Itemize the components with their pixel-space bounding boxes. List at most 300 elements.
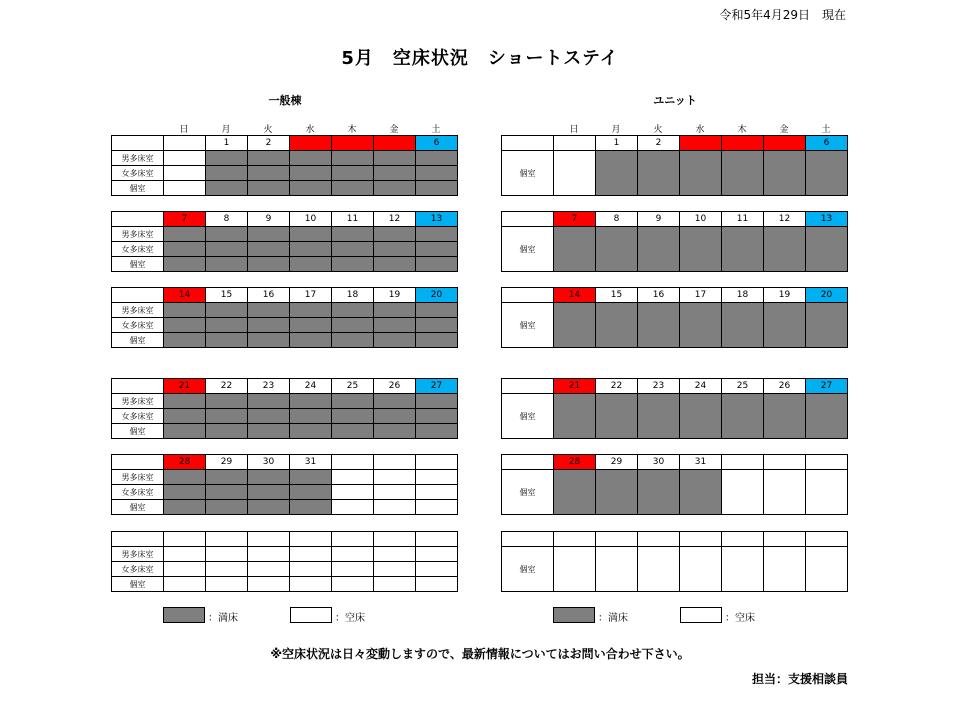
day-number: [554, 136, 596, 151]
weekday-label: 土: [821, 125, 831, 135]
day-number: 24: [680, 379, 722, 394]
unit-week-table: [501, 378, 848, 439]
room-type-label: 男多床室: [112, 547, 164, 562]
availability-cell: [332, 394, 374, 409]
availability-cell: [638, 394, 680, 439]
availability-cell: [806, 470, 848, 515]
availability-cell: [722, 227, 764, 272]
day-number: [416, 455, 458, 470]
legend-vacant-label: ：空床: [335, 613, 365, 624]
day-number: 11: [722, 212, 764, 227]
availability-cell: [164, 318, 206, 333]
availability-cell: [374, 257, 416, 272]
availability-cell: [722, 394, 764, 439]
weekday-label: 金: [389, 125, 399, 135]
availability-cell: [374, 242, 416, 257]
availability-cell: [332, 562, 374, 577]
availability-cell: [206, 470, 248, 485]
availability-cell: [332, 577, 374, 592]
day-number: [806, 532, 848, 547]
availability-cell: [416, 470, 458, 485]
availability-cell: [554, 227, 596, 272]
availability-cell: [290, 318, 332, 333]
day-number: [764, 532, 806, 547]
room-type-label: 個室: [502, 227, 554, 272]
room-type-label: 女多床室: [112, 318, 164, 333]
room-type-label: 男多床室: [112, 394, 164, 409]
legend-vacant-swatch: [290, 607, 332, 623]
availability-cell: [206, 577, 248, 592]
availability-cell: [206, 500, 248, 515]
availability-cell: [164, 333, 206, 348]
general-week-table: [111, 211, 458, 272]
weekday-label: 木: [347, 125, 357, 135]
availability-cell: [164, 485, 206, 500]
availability-cell: [416, 257, 458, 272]
availability-cell: [416, 303, 458, 318]
day-number: 1: [596, 136, 638, 151]
availability-cell: [554, 470, 596, 515]
availability-cell: [638, 547, 680, 592]
availability-cell: [416, 333, 458, 348]
day-number: 21: [554, 379, 596, 394]
day-number: 27: [806, 379, 848, 394]
day-number: 25: [332, 379, 374, 394]
day-number: 17: [680, 288, 722, 303]
room-type-label: 個室: [112, 333, 164, 348]
unit-week-table: [501, 211, 848, 272]
room-type-label: 個室: [112, 500, 164, 515]
availability-cell: [680, 394, 722, 439]
availability-cell: [290, 227, 332, 242]
availability-cell: [374, 394, 416, 409]
availability-cell: [290, 470, 332, 485]
availability-cell: [206, 166, 248, 181]
availability-cell: [164, 394, 206, 409]
header-corner: [112, 212, 164, 227]
day-number: 5: [374, 136, 416, 151]
day-number: 3: [290, 136, 332, 151]
section-title-general: 一般棟: [268, 94, 302, 107]
availability-cell: [332, 242, 374, 257]
day-number: 30: [248, 455, 290, 470]
general-week-table: [111, 135, 458, 196]
day-number: 27: [416, 379, 458, 394]
header-corner: [502, 532, 554, 547]
availability-cell: [164, 500, 206, 515]
day-number: 5: [764, 136, 806, 151]
day-number: [332, 532, 374, 547]
day-number: 16: [248, 288, 290, 303]
availability-cell: [206, 242, 248, 257]
availability-cell: [248, 227, 290, 242]
availability-cell: [416, 424, 458, 439]
day-number: [290, 532, 332, 547]
availability-cell: [290, 577, 332, 592]
availability-cell: [332, 318, 374, 333]
availability-cell: [374, 166, 416, 181]
contact-person: 担当：支援相談員: [751, 672, 848, 686]
day-number: [374, 532, 416, 547]
room-type-label: 男多床室: [112, 470, 164, 485]
room-type-label: 個室: [112, 577, 164, 592]
availability-cell: [416, 227, 458, 242]
header-corner: [112, 532, 164, 547]
availability-cell: [638, 227, 680, 272]
day-number: [416, 532, 458, 547]
general-week-table: [111, 454, 458, 515]
day-number: 9: [248, 212, 290, 227]
availability-cell: [164, 227, 206, 242]
availability-cell: [722, 547, 764, 592]
day-number: 14: [554, 288, 596, 303]
availability-cell: [164, 547, 206, 562]
day-number: 25: [722, 379, 764, 394]
availability-cell: [206, 562, 248, 577]
day-number: 14: [164, 288, 206, 303]
room-type-label: 個室: [502, 547, 554, 592]
availability-cell: [164, 151, 206, 166]
availability-cell: [248, 181, 290, 196]
weekday-label: 木: [737, 125, 747, 135]
availability-cell: [206, 394, 248, 409]
day-number: 3: [680, 136, 722, 151]
header-corner: [502, 136, 554, 151]
day-number: 24: [290, 379, 332, 394]
day-number: 31: [680, 455, 722, 470]
day-number: 13: [806, 212, 848, 227]
room-type-label: 個室: [502, 303, 554, 348]
availability-cell: [374, 424, 416, 439]
day-number: 28: [164, 455, 206, 470]
day-number: 19: [764, 288, 806, 303]
day-number: 26: [374, 379, 416, 394]
availability-cell: [248, 242, 290, 257]
unit-week-table: [501, 287, 848, 348]
availability-cell: [374, 470, 416, 485]
availability-cell: [164, 257, 206, 272]
day-number: [806, 455, 848, 470]
availability-cell: [596, 470, 638, 515]
availability-cell: [290, 485, 332, 500]
legend-full-swatch-unit: [553, 607, 595, 623]
availability-cell: [248, 151, 290, 166]
availability-cell: [416, 318, 458, 333]
room-type-label: 個室: [112, 424, 164, 439]
weekday-label: 日: [569, 125, 579, 135]
as-of-date: 令和5年4月29日 現在: [719, 8, 846, 22]
availability-cell: [764, 303, 806, 348]
availability-cell: [416, 577, 458, 592]
weekday-label: 日: [179, 125, 189, 135]
day-number: 16: [638, 288, 680, 303]
availability-cell: [248, 547, 290, 562]
availability-cell: [206, 227, 248, 242]
day-number: 11: [332, 212, 374, 227]
availability-cell: [332, 181, 374, 196]
availability-cell: [332, 424, 374, 439]
availability-cell: [248, 333, 290, 348]
availability-cell: [416, 151, 458, 166]
availability-cell: [416, 394, 458, 409]
availability-cell: [290, 547, 332, 562]
header-corner: [112, 288, 164, 303]
availability-cell: [290, 181, 332, 196]
availability-cell: [290, 151, 332, 166]
weekday-label: 火: [263, 125, 273, 135]
availability-cell: [374, 547, 416, 562]
availability-cell: [164, 166, 206, 181]
availability-cell: [416, 562, 458, 577]
legend-vacant-swatch-unit: [680, 607, 722, 623]
availability-cell: [332, 333, 374, 348]
availability-cell: [416, 166, 458, 181]
availability-cell: [206, 409, 248, 424]
room-type-label: 女多床室: [112, 562, 164, 577]
day-number: 28: [554, 455, 596, 470]
general-week-table: [111, 531, 458, 592]
day-number: [638, 532, 680, 547]
day-number: 4: [722, 136, 764, 151]
availability-cell: [722, 470, 764, 515]
page-title: 5月 空床状況 ショートステイ: [341, 48, 619, 69]
availability-cell: [248, 318, 290, 333]
availability-cell: [638, 470, 680, 515]
availability-cell: [596, 394, 638, 439]
room-type-label: 個室: [502, 470, 554, 515]
day-number: 10: [290, 212, 332, 227]
header-corner: [112, 136, 164, 151]
day-number: 8: [206, 212, 248, 227]
weekday-label: 水: [695, 125, 705, 135]
unit-week-table: [501, 135, 848, 196]
footnote: ※空床状況は日々変動しますので、最新情報についてはお問い合わせ下さい。: [270, 647, 690, 661]
availability-cell: [374, 485, 416, 500]
availability-cell: [416, 500, 458, 515]
availability-cell: [164, 577, 206, 592]
availability-cell: [806, 394, 848, 439]
availability-cell: [638, 303, 680, 348]
day-number: 2: [248, 136, 290, 151]
availability-cell: [806, 547, 848, 592]
day-number: 18: [332, 288, 374, 303]
day-number: 12: [764, 212, 806, 227]
availability-cell: [416, 485, 458, 500]
availability-cell: [764, 394, 806, 439]
day-number: 17: [290, 288, 332, 303]
availability-cell: [764, 547, 806, 592]
availability-cell: [554, 547, 596, 592]
unit-week-table: [501, 454, 848, 515]
availability-cell: [332, 500, 374, 515]
availability-cell: [248, 166, 290, 181]
availability-cell: [290, 166, 332, 181]
weekday-label: 月: [221, 125, 231, 135]
general-week-table: [111, 287, 458, 348]
day-number: 18: [722, 288, 764, 303]
day-number: 31: [290, 455, 332, 470]
day-number: [164, 136, 206, 151]
room-type-label: 女多床室: [112, 485, 164, 500]
availability-cell: [164, 242, 206, 257]
day-number: [332, 455, 374, 470]
availability-cell: [164, 409, 206, 424]
availability-cell: [164, 424, 206, 439]
day-number: 7: [554, 212, 596, 227]
availability-cell: [806, 227, 848, 272]
availability-cell: [290, 500, 332, 515]
weekday-label: 土: [431, 125, 441, 135]
availability-cell: [554, 151, 596, 196]
day-number: 8: [596, 212, 638, 227]
availability-cell: [332, 151, 374, 166]
day-number: 15: [206, 288, 248, 303]
availability-cell: [764, 470, 806, 515]
weekday-header-unit: [553, 122, 847, 134]
availability-cell: [206, 151, 248, 166]
day-number: 23: [248, 379, 290, 394]
availability-cell: [332, 303, 374, 318]
day-number: 6: [416, 136, 458, 151]
room-type-label: 女多床室: [112, 242, 164, 257]
availability-cell: [290, 333, 332, 348]
weekday-header-general: [163, 122, 457, 134]
day-number: [554, 532, 596, 547]
day-number: [722, 532, 764, 547]
availability-cell: [680, 547, 722, 592]
room-type-label: 男多床室: [112, 303, 164, 318]
legend-full-label: ：満床: [208, 613, 238, 624]
availability-cell: [680, 470, 722, 515]
availability-cell: [290, 303, 332, 318]
availability-cell: [206, 424, 248, 439]
availability-cell: [164, 562, 206, 577]
room-type-label: 男多床室: [112, 227, 164, 242]
availability-cell: [416, 181, 458, 196]
availability-cell: [248, 394, 290, 409]
day-number: 26: [764, 379, 806, 394]
availability-cell: [164, 303, 206, 318]
header-corner: [112, 455, 164, 470]
day-number: 19: [374, 288, 416, 303]
day-number: [596, 532, 638, 547]
legend-full-swatch: [163, 607, 205, 623]
availability-cell: [290, 562, 332, 577]
availability-cell: [164, 470, 206, 485]
day-number: 29: [206, 455, 248, 470]
weekday-label: 水: [305, 125, 315, 135]
availability-cell: [374, 333, 416, 348]
legend-vacant-label-unit: ：空床: [725, 613, 755, 624]
availability-cell: [164, 181, 206, 196]
day-number: 4: [332, 136, 374, 151]
availability-cell: [638, 151, 680, 196]
availability-cell: [332, 547, 374, 562]
availability-cell: [206, 485, 248, 500]
availability-cell: [374, 151, 416, 166]
room-type-label: 個室: [112, 257, 164, 272]
room-type-label: 女多床室: [112, 166, 164, 181]
day-number: [164, 532, 206, 547]
availability-cell: [806, 151, 848, 196]
availability-cell: [332, 257, 374, 272]
availability-cell: [290, 257, 332, 272]
header-corner: [502, 455, 554, 470]
header-corner: [502, 288, 554, 303]
day-number: 10: [680, 212, 722, 227]
availability-cell: [416, 409, 458, 424]
availability-cell: [290, 242, 332, 257]
availability-cell: [206, 257, 248, 272]
availability-cell: [248, 500, 290, 515]
unit-week-table: [501, 531, 848, 592]
availability-cell: [206, 318, 248, 333]
day-number: 20: [806, 288, 848, 303]
header-corner: [112, 379, 164, 394]
day-number: [248, 532, 290, 547]
availability-cell: [764, 227, 806, 272]
day-number: 22: [206, 379, 248, 394]
availability-cell: [680, 151, 722, 196]
availability-cell: [248, 577, 290, 592]
availability-cell: [332, 227, 374, 242]
availability-cell: [416, 547, 458, 562]
day-number: 1: [206, 136, 248, 151]
availability-cell: [374, 181, 416, 196]
day-number: [722, 455, 764, 470]
day-number: 12: [374, 212, 416, 227]
day-number: [764, 455, 806, 470]
availability-cell: [596, 547, 638, 592]
availability-cell: [332, 470, 374, 485]
availability-cell: [374, 227, 416, 242]
day-number: 15: [596, 288, 638, 303]
availability-cell: [596, 227, 638, 272]
availability-cell: [206, 547, 248, 562]
availability-cell: [374, 562, 416, 577]
day-number: 21: [164, 379, 206, 394]
day-number: [206, 532, 248, 547]
weekday-label: 月: [611, 125, 621, 135]
availability-cell: [206, 181, 248, 196]
availability-cell: [248, 303, 290, 318]
section-title-unit: ユニット: [653, 94, 697, 107]
day-number: 9: [638, 212, 680, 227]
availability-cell: [722, 151, 764, 196]
availability-cell: [290, 409, 332, 424]
availability-cell: [248, 424, 290, 439]
availability-cell: [248, 562, 290, 577]
availability-cell: [374, 577, 416, 592]
room-type-label: 女多床室: [112, 409, 164, 424]
availability-cell: [764, 151, 806, 196]
availability-cell: [374, 303, 416, 318]
day-number: 20: [416, 288, 458, 303]
day-number: 22: [596, 379, 638, 394]
availability-cell: [332, 485, 374, 500]
day-number: [374, 455, 416, 470]
header-corner: [502, 212, 554, 227]
availability-cell: [680, 303, 722, 348]
room-type-label: 個室: [502, 394, 554, 439]
availability-cell: [554, 303, 596, 348]
availability-cell: [248, 409, 290, 424]
availability-cell: [290, 394, 332, 409]
legend-full-label-unit: ：満床: [598, 613, 628, 624]
availability-cell: [248, 470, 290, 485]
day-number: 7: [164, 212, 206, 227]
room-type-label: 個室: [502, 151, 554, 196]
